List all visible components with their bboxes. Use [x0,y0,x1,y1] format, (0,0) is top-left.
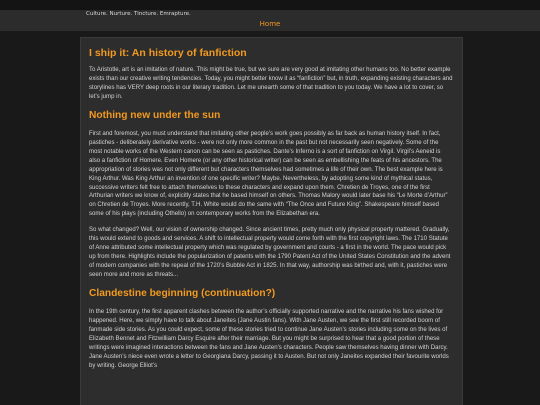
section-heading-clandestine: Clandestine beginning (continuation?) [89,288,276,300]
intro-paragraph: To Aristotle, art is an imitation of nature. This might be true, but we sure are very good at imitating other humans too. No better example exists than our creative writing tendencies. Today, you might better know it as “fanfiction” but, in truth, expanding existing characters and storylines has VERY deep roots in our literary tradition. Let me unearth some of that tradition to you today. We have a lot to cover, so let’s jump in. [89,67,453,100]
section-paragraph: First and foremost, you must understand that imitating other people’s work goes possibly as far back as human history itself. In fact, pastiches - deliberately derivative works - were not only more common in the past but not necessarily seen negatively. Some of the most notable works of the Western canon can be seen as pastiches. Dante’s Inferno is a sort of fanfiction on Virgil. Virgil’s Aeneid is also a fanfiction of Homere. Even Homere (or any other historical writer) can be seen as embellishing the feats of his ancestors. The appropriation of stories was not only different but characters themselves had sometimes a life of their own. The best example here is King Arthur. Was King Arthur an invention of one specific writer? Maybe. Nevertheless, by adopting some kind of mythical status, successive writers felt free to attach themselves to these characters and expand upon them. Chretien de Troyes, one of the first Arthurian writers we know of, explicitly states that he based himself on others. Thomas Malory would later base his “Le Morte d’Arthur” on Chretien de Troyes. More recently, T.H. White would do the same with “The Once and Future King”. Shakespeare himself based some of his plays (including Othello) on contemporary works from the Elizabethan era. [89,130,448,218]
top-bar [0,0,540,17]
section-heading-nothing-new: Nothing new under the sun [89,109,221,121]
article-container [80,37,463,405]
site-tagline: Culture. Nurture. Tincture. Emrapture. [86,11,191,17]
nav-home-link[interactable]: Home [259,20,281,28]
section-paragraph: In the 19th century, the first apparent clashes between the author’s officially supported narrative and the narrative his fans wished for happened. Here, we simply have to talk about Janeites (Jane Austin fans). With Jane Austen, we see the first still recorded boom of fanmade side stories. As you could expect, some of these stories tried to continue Jane Austen’s stories including some on the lives of Elizabeth Bennet and Fitzwilliam Darcy Esquire after their marriage. But you might be surprised to hear that a good portion of these writings were imagined interactions between the fans and Jane Austen’s characters. People saw themselves having dinner with Darcy. Jane Austen’s niece even wrote a letter to Georgiana Darcy, passing it to Austen. But not only Janeites expanded their favourite worlds by writing. George Elliot’s [89,309,449,369]
article-title: I ship it: An history of fanfiction [89,47,247,59]
nav-bar [0,11,540,31]
section-paragraph: So what changed? Well, our vision of ownership changed. Since ancient times, pretty much only physical property mattered. Gradually, this would extend to goods and services. A shift to intellectual property would come forth with the first copyright laws. The 1710 Statute of Anne attributed some intellectual property which was regulated by government and courts - a first in the world. The pace would pick up from there. Highlights include the popularization of patents with the 1790 Patent Act of the United States Constitution and the advent of modern companies with the repeal of the 1720’s Bubble Act in 1825. In that way, authorship was birthed and, with it, pastiches were seen more and more as threats... [89,227,451,279]
